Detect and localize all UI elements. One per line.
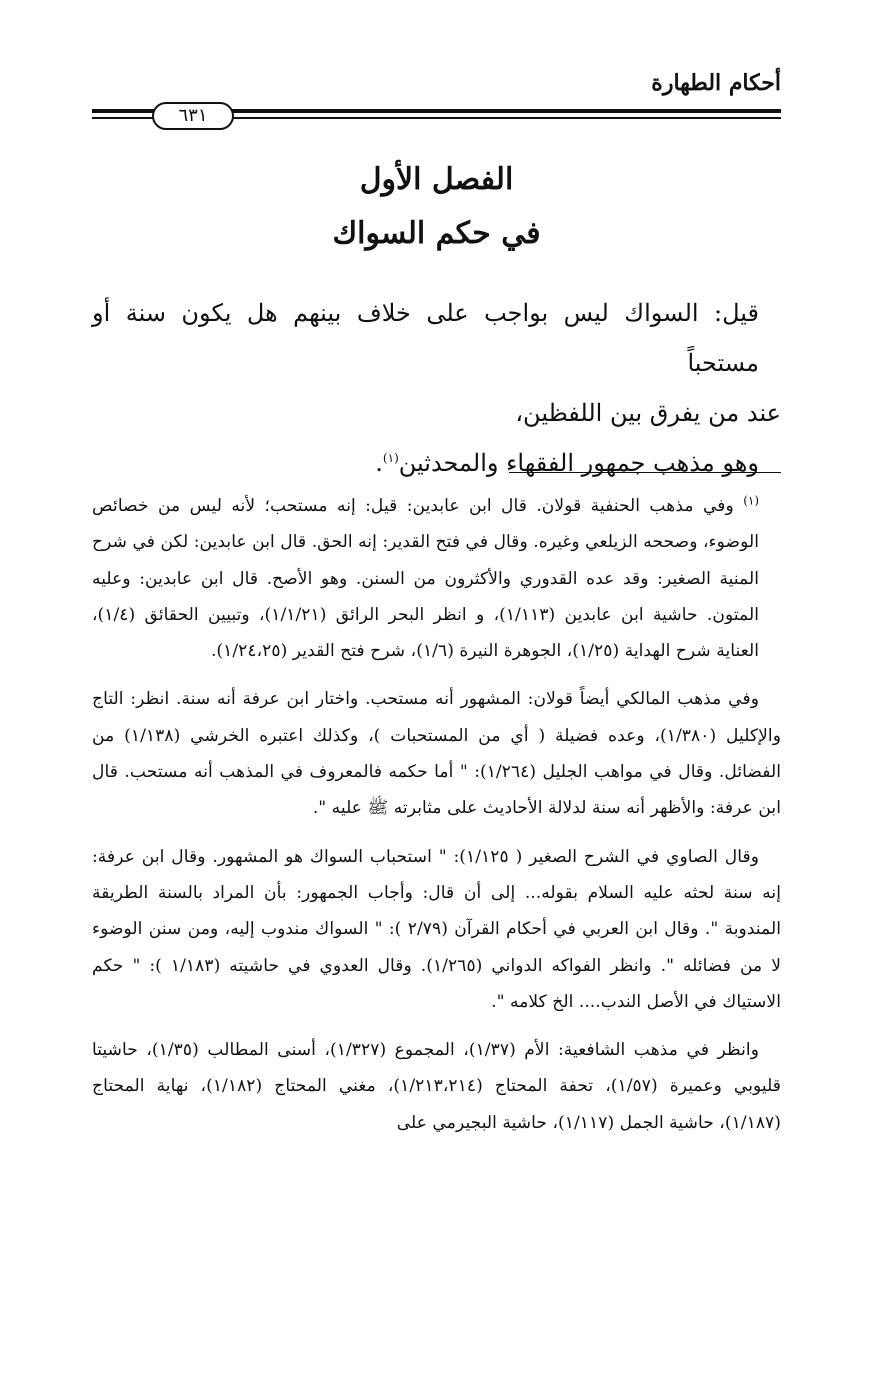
footnote-paragraph-maliki: وفي مذهب المالكي أيضاً قولان: المشهور أنه مستحب. واختار ابن عرفة أنه سنة. انظر: التاج والإكليل (١/٣٨٠)، وعده فضيلة ( أي من المستحبات )، وكذلك اعتبره الخرشي (١/١٣٨) من الفضائل. وقال في مواهب الجليل (١/٢٦٤): " أما حكمه فالمعروف في المذهب أنه مستحب. قال ابن عرفة: والأظهر أنه سنة لدلالة الأحاديث على مثابرته ﷺ عليه ". xyxy=(92,689,782,819)
footnote-paragraph-shafii: وانظر في مذهب الشافعية: الأم (١/٣٧)، المجموع (١/٣٢٧)، أسنى المطالب (١/٣٥)، حاشيتا قليوبي وعميرة (١/٥٧)، تحفة المحتاج (١/٢١٣،٢١٤)، مغني المحتاج (١/١٨٢)، نهاية المحتاج (١/١٨٧)، حاشية الجمل (١/١١٧)، حاشية البجيرمي على xyxy=(92,1040,782,1133)
footnote-marker: (١) xyxy=(743,493,760,508)
footnote-paragraph-hanafi xyxy=(92,488,781,669)
running-title: أحكام الطهارة xyxy=(651,70,781,96)
footnote-reference[interactable]: (١) xyxy=(382,451,399,465)
header-rule xyxy=(92,104,781,128)
main-text-fragment: . xyxy=(375,449,383,477)
main-text-line xyxy=(92,438,781,488)
main-text-line: عند من يفرق بين اللفظين، xyxy=(515,399,781,427)
main-text xyxy=(92,288,781,488)
main-text-fragment: وهو مذهب جمهور الفقهاء والمحدثين xyxy=(398,449,759,477)
page-number: ٦٣١ xyxy=(152,102,234,130)
chapter-title: الفصل الأول xyxy=(359,162,514,197)
footnote-text: وفي مذهب الحنفية قولان. قال ابن عابدين: قيل: إنه مستحب؛ لأنه ليس من خصائص الوضوء، وصححه الزيلعي وغيره. وقال في فتح القدير: إنه الحق. قال ابن عابدين: لكن في شرح المنية الصغير: وقد عده القدوري والأكثرون من السنن. وهو الأصح. قال ابن عابدين: وعليه المتون. حاشية ابن عابدين (١/١١٣)، و انظر البحر الرائق (١/١/٢١)، وتبيين الحقائق (١/٤)، العناية شرح الهداية (١/٢٥)، الجوهرة النيرة (١/٦)، شرح فتح القدير (١/٢٤،٢٥). xyxy=(92,496,759,662)
chapter-subtitle: في حكم السواك xyxy=(332,216,541,251)
footnote-paragraph-sawi: وقال الصاوي في الشرح الصغير ( ١/١٢٥): " استحباب السواك هو المشهور. وقال ابن عرفة: إنه سنة لحثه عليه السلام بقوله... إلى أن قال: وأجاب الجمهور: بأن المراد بالسنة الطريقة المندوبة ". وقال ابن العربي في أحكام القرآن (٢/٧٩ ): " السواك مندوب إليه، ومن سنن الوضوء لا من فضائله ". وانظر الفواكه الدواني (١/٢٦٥). وقال العدوي في حاشيته (١/١٨٣ ): " حكم الاستياك في الأصل الندب.... الخ كلامه ". xyxy=(92,846,782,1012)
main-text-line: قيل: السواك ليس بواجب على خلاف بينهم هل يكون سنة أو مستحباً xyxy=(92,299,759,377)
footnote-separator xyxy=(509,472,781,473)
footnotes xyxy=(92,488,781,1153)
